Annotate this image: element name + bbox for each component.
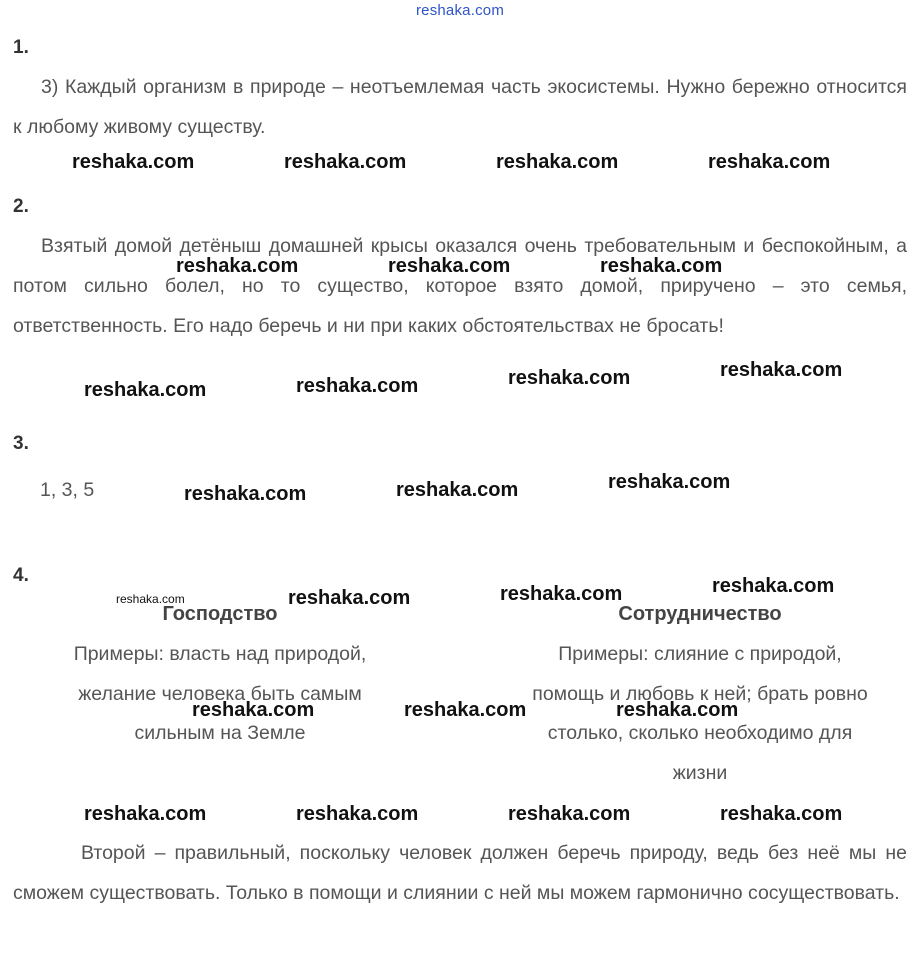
watermark: reshaka.com: [708, 151, 831, 173]
cooperation-line: столько, сколько необходимо для: [547, 722, 853, 744]
watermark: reshaka.com: [176, 255, 299, 277]
watermark: reshaka.com: [508, 803, 631, 825]
watermark: reshaka.com: [508, 367, 631, 389]
watermark: reshaka.com: [184, 483, 307, 505]
watermark: reshaka.com: [84, 379, 207, 401]
watermark: reshaka.com: [712, 575, 835, 597]
domination-line: сильным на Земле: [134, 722, 306, 744]
task-4-number: 4.: [13, 565, 29, 586]
site-mark: reshaka.com: [415, 2, 505, 19]
watermark: reshaka.com: [296, 803, 419, 825]
watermark-small: reshaka.com: [116, 592, 185, 606]
watermark: reshaka.com: [616, 699, 739, 721]
watermark: reshaka.com: [404, 699, 527, 721]
watermark: reshaka.com: [192, 699, 315, 721]
watermark: reshaka.com: [84, 803, 207, 825]
cooperation-heading: Сотрудничество: [618, 603, 782, 625]
watermark: reshaka.com: [720, 359, 843, 381]
domination-line: желание человека быть самым: [78, 682, 362, 705]
domination-line: Примеры: власть над природой,: [73, 643, 367, 665]
task-4-conclusion-block: [13, 833, 907, 913]
task-1-text-block: [13, 67, 907, 147]
watermark: reshaka.com: [496, 151, 619, 173]
watermark: reshaka.com: [720, 803, 843, 825]
task-2-text-block: [13, 226, 907, 346]
cooperation-line: жизни: [672, 761, 728, 784]
task-2-number: 2.: [13, 196, 29, 217]
task-3-answer: 1, 3, 5: [40, 479, 95, 501]
domination-examples: [20, 635, 420, 754]
task-4-conclusion: Второй – правильный, поскольку человек должен беречь природу, ведь без неё мы не сможем существовать. Только в помощи и слиянии с ней мы можем гармонично сосуществовать.: [13, 842, 907, 904]
watermark: reshaka.com: [500, 583, 623, 605]
watermark: reshaka.com: [72, 151, 195, 173]
watermark: reshaka.com: [296, 375, 419, 397]
watermark: reshaka.com: [396, 479, 519, 501]
watermark: reshaka.com: [600, 255, 723, 277]
task-2-text: Взятый домой детёныш домашней крысы оказался очень требовательным и беспокойным, а потом сильно болел, но то существо, которое взято домой, приручено – это семья, ответственность. Его надо беречь и ни при каких обстоятельствах не бросать!: [13, 235, 907, 337]
watermark: reshaka.com: [608, 471, 731, 493]
watermark: reshaka.com: [284, 151, 407, 173]
domination-heading: Господство: [162, 603, 278, 625]
task-1-text: 3) Каждый организм в природе – неотъемлемая часть экосистемы. Нужно бережно относится к любому живому существу.: [13, 76, 907, 138]
cooperation-line: помощь и любовь к ней; брать ровно: [532, 682, 868, 705]
cooperation-line: Примеры: слияние с природой,: [558, 643, 842, 665]
watermark: reshaka.com: [288, 587, 411, 609]
task-3-number: 3.: [13, 433, 29, 454]
task-1-number: 1.: [13, 37, 29, 58]
watermark: reshaka.com: [388, 255, 511, 277]
